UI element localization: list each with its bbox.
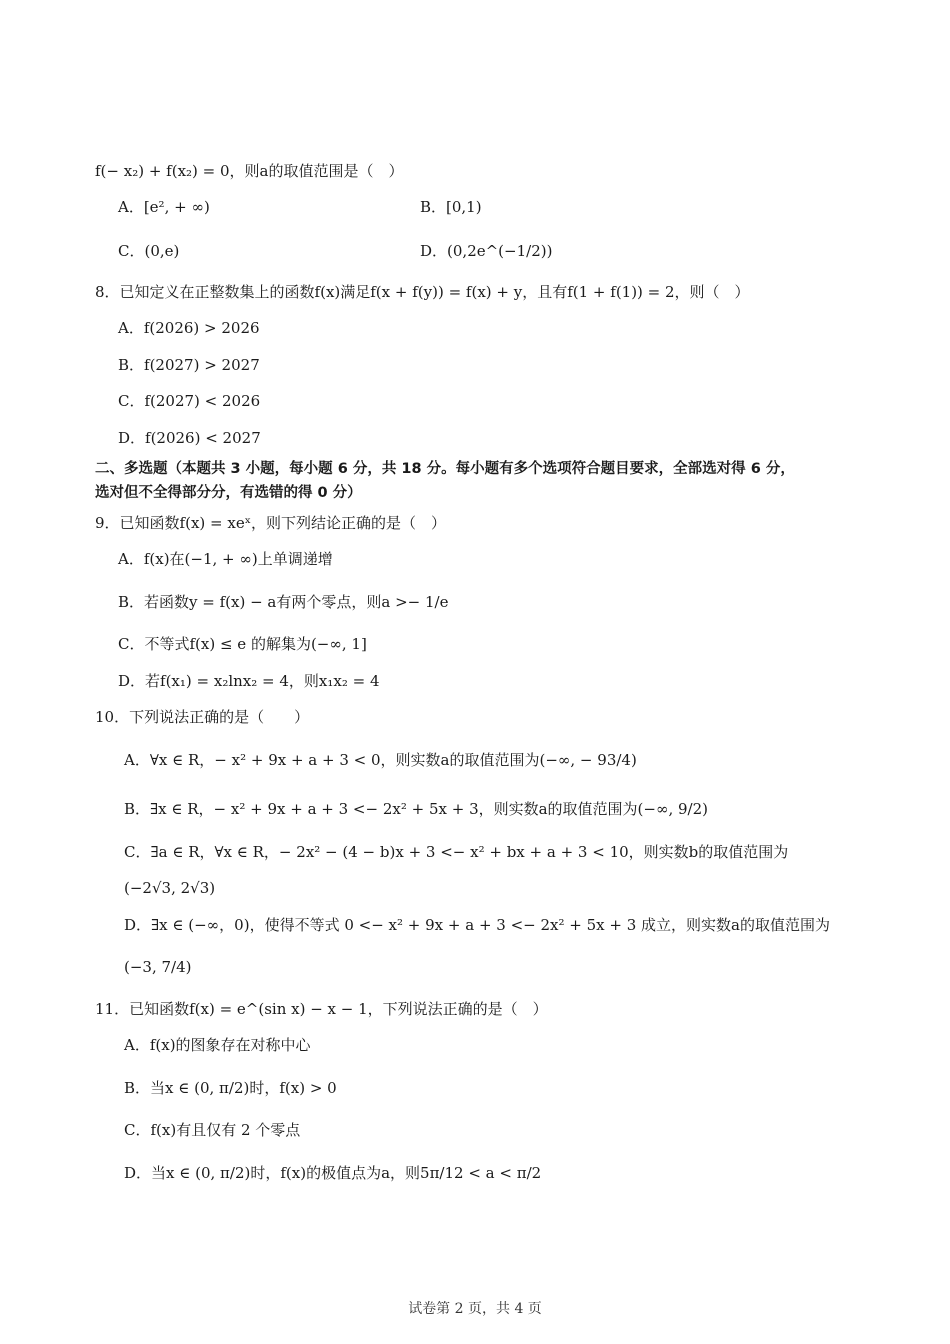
q8-stem: 8．已知定义在正整数集上的函数f(x)满足f(x + f(y)) = f(x) + y，且有f(1 + f(1)) = 2，则（ ）	[95, 283, 750, 301]
q9-option-a: A．f(x)在(−1, + ∞)上单调递增	[118, 550, 333, 568]
q7-option-c: C．(0,e)	[118, 242, 180, 260]
q7-option-b: B．[0,1)	[420, 198, 482, 216]
page-footer: 试卷第 2 页，共 4 页	[408, 1301, 542, 1317]
q11-option-c: C．f(x)有且仅有 2 个零点	[124, 1121, 301, 1139]
q10-option-a: A．∀x ∈ R，− x² + 9x + a + 3 < 0，则实数a的取值范围为(−∞, − 93/4)	[124, 751, 637, 769]
q10-option-c-line1: C．∃a ∈ R，∀x ∈ R，− 2x² − (4 − b)x + 3 <− x² + bx + a + 3 < 10，则实数b的取值范围为	[124, 843, 789, 861]
q11-option-d: D．当x ∈ (0, π/2)时，f(x)的极值点为a，则5π/12 < a < π/2	[124, 1164, 542, 1182]
q10-stem: 10．下列说法正确的是（ ）	[95, 708, 310, 726]
q9-stem: 9．已知函数f(x) = xeˣ，则下列结论正确的是（ ）	[95, 514, 447, 532]
q8-option-c: C．f(2027) < 2026	[118, 392, 261, 410]
q7-stem: f(− x₂) + f(x₂) = 0，则a的取值范围是（ ）	[95, 162, 404, 180]
q11-option-b: B．当x ∈ (0, π/2)时，f(x) > 0	[124, 1079, 337, 1097]
q10-option-c-line2: (−2√3, 2√3)	[124, 879, 216, 897]
q11-option-a: A．f(x)的图象存在对称中心	[124, 1036, 311, 1054]
q9-option-c: C．不等式f(x) ≤ e 的解集为(−∞, 1]	[118, 635, 367, 653]
q11-stem: 11．已知函数f(x) = e^(sin x) − x − 1，下列说法正确的是（ ）	[95, 1000, 548, 1018]
q10-option-d-line2: (−3, 7/4)	[124, 958, 192, 976]
q9-option-d: D．若f(x₁) = x₂lnx₂ = 4，则x₁x₂ = 4	[118, 672, 380, 690]
section-heading-line2: 选对但不全得部分分，有选错的得 0 分）	[95, 485, 362, 501]
q8-option-b: B．f(2027) > 2027	[118, 356, 260, 374]
q8-option-d: D．f(2026) < 2027	[118, 429, 261, 447]
q8-option-a: A．f(2026) > 2026	[118, 319, 260, 337]
q10-option-b: B．∃x ∈ R，− x² + 9x + a + 3 <− 2x² + 5x + 3，则实数a的取值范围为(−∞, 9/2)	[124, 800, 708, 818]
q10-option-d-line1: D．∃x ∈ (−∞，0)，使得不等式 0 <− x² + 9x + a + 3 <− 2x² + 5x + 3 成立，则实数a的取值范围为	[124, 916, 830, 934]
section-heading-line1: 二、多选题（本题共 3 小题，每小题 6 分，共 18 分。每小题有多个选项符合题目要求，全部选对得 6 分，	[95, 461, 795, 477]
q7-option-d: D．(0,2e^(−1/2))	[420, 242, 553, 260]
q9-option-b: B．若函数y = f(x) − a有两个零点，则a >− 1/e	[118, 593, 449, 611]
q7-option-a: A．[e², + ∞)	[118, 198, 210, 216]
